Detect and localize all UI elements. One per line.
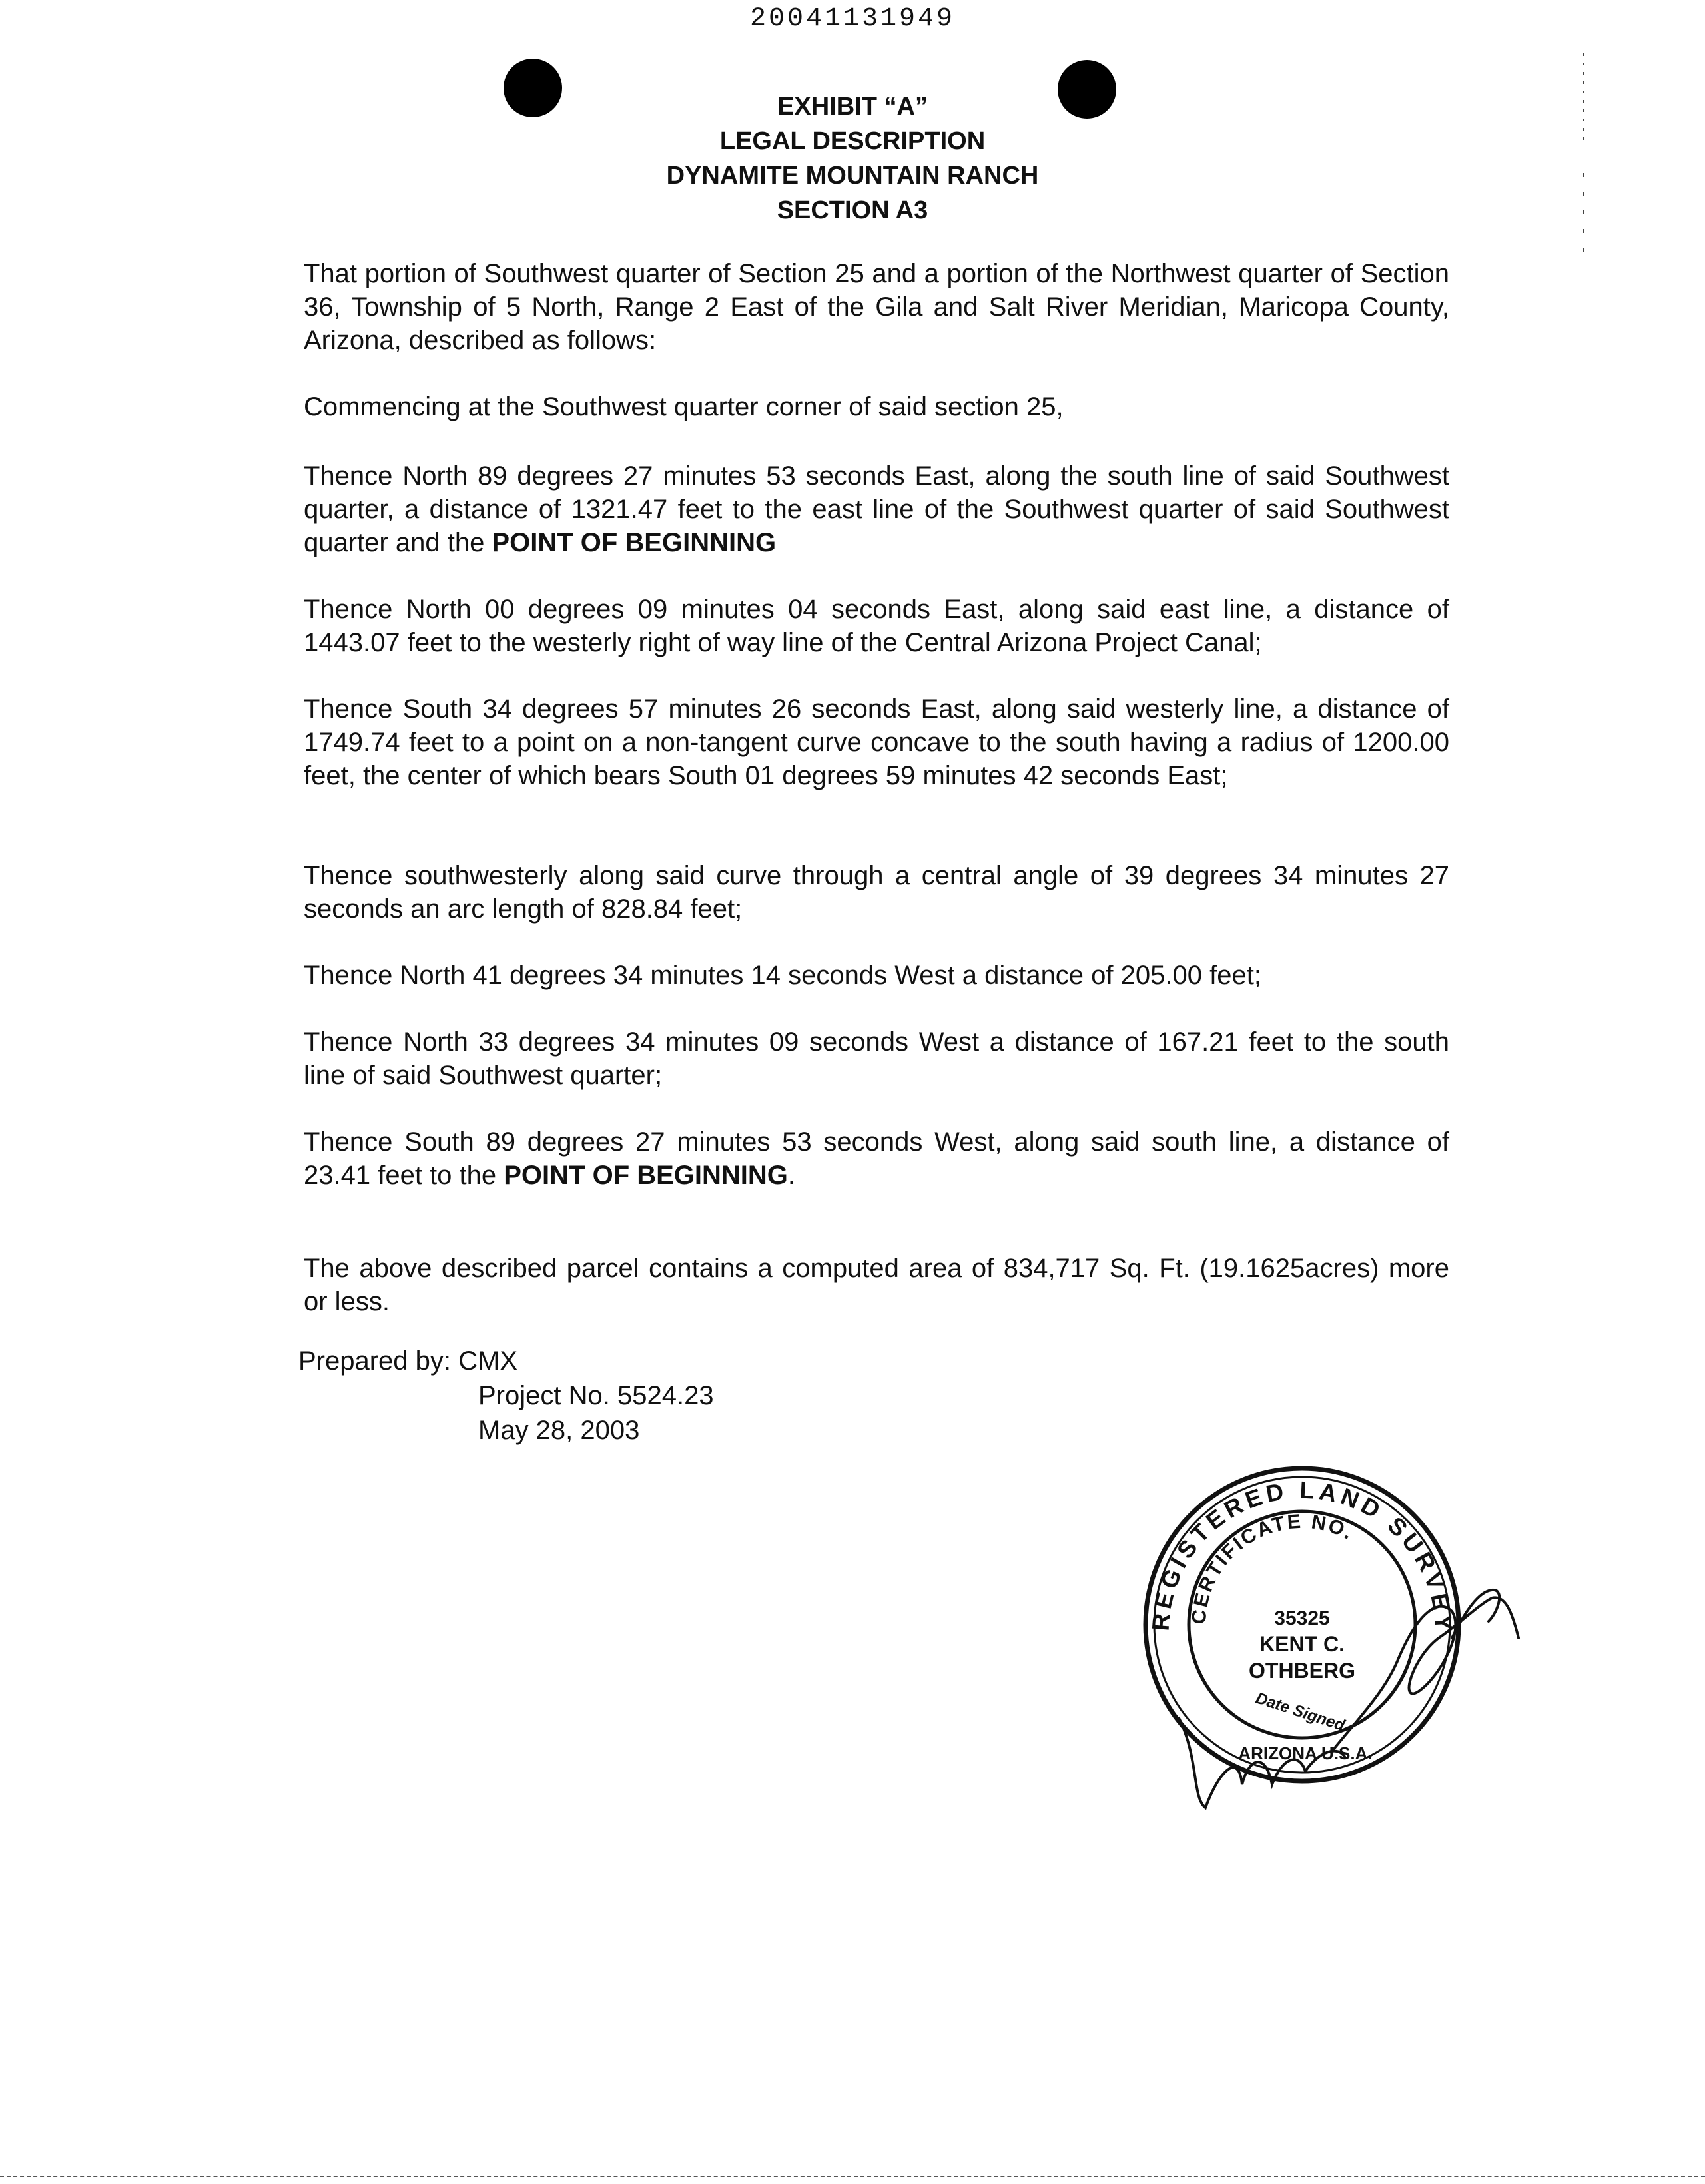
course-1-paragraph bbox=[304, 459, 1449, 559]
prepared-by-block bbox=[298, 1344, 714, 1448]
area-paragraph: The above described parcel contains a computed area of 834,717 Sq. Ft. (19.1625acres) more or less. bbox=[304, 1254, 1449, 1316]
course-7-text: Thence South 89 degrees 27 minutes 53 seconds West, along said south line, a distance of 23.41 feet to the bbox=[304, 1127, 1449, 1190]
point-of-beginning-label-2: POINT OF BEGINNING bbox=[504, 1161, 788, 1190]
exhibit-title: EXHIBIT “A” bbox=[777, 93, 928, 121]
course-2-paragraph: Thence North 00 degrees 09 minutes 04 seconds East, along said east line, a distance of 1443.07 feet to the westerly right of way line of the Central Arizona Project Canal; bbox=[304, 595, 1449, 657]
document-heading bbox=[0, 89, 1705, 228]
section-title: SECTION A3 bbox=[777, 196, 928, 224]
seal-certificate-number: 35325 bbox=[1274, 1607, 1330, 1629]
intro-paragraph: That portion of Southwest quarter of Section 25 and a portion of the Northwest quarter of Section 36, Township of 5 North, Range 2 East of the Gila and Salt River Meridian, Maricopa County, Arizona, described as follows: bbox=[304, 259, 1449, 355]
project-number: Project No. 5524.23 bbox=[478, 1381, 714, 1410]
course-1-text: Thence North 89 degrees 27 minutes 53 seconds East, along the south line of said Southwest quarter, a distance of 1321.47 feet to the east line of the Southwest quarter of said Southwest quarter and the bbox=[304, 461, 1449, 557]
prepared-by-line: Prepared by: CMX bbox=[298, 1346, 518, 1376]
seal-inner-text: CERTIFICATE NO. bbox=[1188, 1510, 1358, 1625]
course-6-paragraph: Thence North 33 degrees 34 minutes 09 seconds West a distance of 167.21 feet to the south line of said Southwest quarter; bbox=[304, 1027, 1449, 1090]
document-number: 20041131949 bbox=[749, 4, 956, 34]
surveyor-seal bbox=[1106, 1438, 1532, 1814]
commencing-paragraph: Commencing at the Southwest quarter corner of said section 25, bbox=[304, 392, 1064, 421]
seal-date-signed: Date Signed bbox=[1253, 1689, 1347, 1735]
seal-state: ARIZONA U.S.A. bbox=[1238, 1743, 1373, 1763]
course-5-paragraph: Thence North 41 degrees 34 minutes 14 seconds West a distance of 205.00 feet; bbox=[304, 961, 1261, 990]
legal-description-title: LEGAL DESCRIPTION bbox=[719, 127, 986, 155]
seal-name-line-2: OTHBERG bbox=[1249, 1659, 1355, 1683]
course-7-tail: . bbox=[787, 1161, 796, 1190]
page-bottom-edge bbox=[0, 2176, 1705, 2177]
seal-name-line-1: KENT C. bbox=[1259, 1632, 1345, 1656]
ranch-title: DYNAMITE MOUNTAIN RANCH bbox=[666, 162, 1039, 190]
prepared-date: May 28, 2003 bbox=[478, 1416, 640, 1445]
point-of-beginning-label: POINT OF BEGINNING bbox=[492, 528, 777, 557]
course-3-paragraph: Thence South 34 degrees 57 minutes 26 seconds East, along said westerly line, a distance of 1749.74 feet to a point on a non-tangent curve concave to the south having a radius of 1200.00 feet, the center of which bears South 01 degrees 59 minutes 42 seconds East; bbox=[304, 694, 1449, 790]
course-4-paragraph: Thence southwesterly along said curve through a central angle of 39 degrees 34 minutes 27 seconds an arc length of 828.84 feet; bbox=[304, 861, 1449, 924]
course-7-paragraph bbox=[304, 1125, 1449, 1192]
seal-outer-text: REGISTERED LAND SURVEY bbox=[1146, 1476, 1458, 1635]
